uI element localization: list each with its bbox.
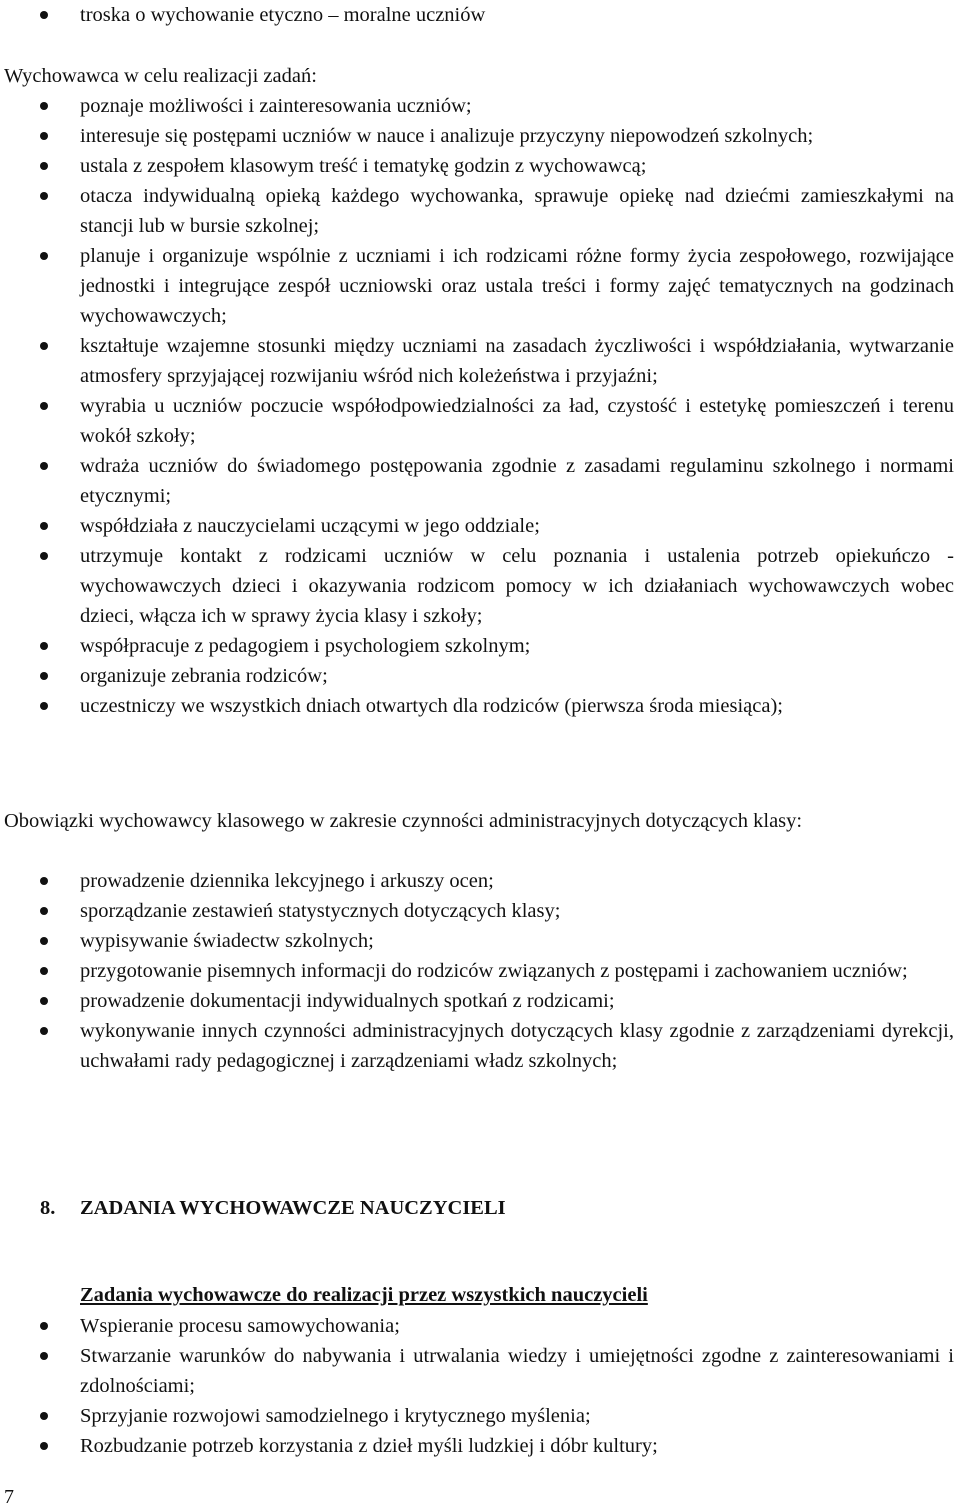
list-item bbox=[0, 121, 960, 151]
list-item bbox=[0, 0, 960, 30]
list-item bbox=[0, 181, 960, 241]
section-title: ZADANIA WYCHOWAWCZE NAUCZYCIELI bbox=[80, 1197, 506, 1219]
list-item-text: wypisywanie świadectw szkolnych; bbox=[80, 930, 374, 952]
list-item-text: planuje i organizuje wspólnie z uczniami i ich rodzicami różne formy życia zespołowego, rozwijające jednostki i integrujące zespół uczniowski oraz ustala treści i formy zajęć tematycznych na godzinach wychowawczych; bbox=[80, 245, 954, 327]
list-item bbox=[0, 511, 960, 541]
list-item-text: utrzymuje kontakt z rodzicami uczniów w celu poznania i ustalenia potrzeb opiekuńczo - wychowawczych dzieci i okazywania rodzicom pomocy w ich działaniach wychowawczych wobec dzieci, włącza ich w sprawy życia klasy i szkoły; bbox=[80, 545, 954, 627]
bullet-icon bbox=[40, 522, 48, 530]
list-item bbox=[0, 956, 960, 986]
list-item bbox=[0, 541, 960, 631]
list-item-text: wdraża uczniów do świadomego postępowania zgodnie z zasadami regulaminu szkolnego i normami etycznymi; bbox=[80, 455, 954, 507]
bullet-icon bbox=[40, 132, 48, 140]
bullet-icon bbox=[40, 162, 48, 170]
list-item-text: organizuje zebrania rodziców; bbox=[80, 665, 328, 687]
list-item bbox=[0, 1311, 960, 1341]
list-item-text: współdziała z nauczycielami uczącymi w jego oddziale; bbox=[80, 515, 540, 537]
list-item bbox=[0, 866, 960, 896]
bullet-icon bbox=[40, 877, 48, 885]
list-item-text: interesuje się postępami uczniów w nauce i analizuje przyczyny niepowodzeń szkolnych; bbox=[80, 125, 814, 147]
list-item bbox=[0, 391, 960, 451]
list-item bbox=[0, 91, 960, 121]
list-item bbox=[0, 241, 960, 331]
bullet-icon bbox=[40, 552, 48, 560]
list-item bbox=[0, 1341, 960, 1401]
list-item-text: prowadzenie dokumentacji indywidualnych spotkań z rodzicami; bbox=[80, 990, 615, 1012]
list-item-text: otacza indywidualną opieką każdego wychowanka, sprawuje opiekę nad dziećmi zamieszkałymi na stancji lub w bursie szkolnej; bbox=[80, 185, 954, 237]
list-item bbox=[0, 691, 960, 721]
list-item-text: wyrabia u uczniów poczucie współodpowiedzialności za ład, czystość i estetykę pomieszczeń i terenu wokół szkoły; bbox=[80, 395, 954, 447]
tasks-bullet-list bbox=[0, 91, 960, 721]
list-item bbox=[0, 986, 960, 1016]
list-item-text: ustala z zespołem klasowym treść i tematykę godzin z wychowawcą; bbox=[80, 155, 647, 177]
bullet-icon bbox=[40, 402, 48, 410]
list-item-text: Wspieranie procesu samowychowania; bbox=[80, 1315, 400, 1337]
bullet-icon bbox=[40, 907, 48, 915]
top-bullet-list bbox=[0, 0, 960, 30]
list-item-text: prowadzenie dziennika lekcyjnego i arkuszy ocen; bbox=[80, 870, 494, 892]
bullet-icon bbox=[40, 937, 48, 945]
list-item bbox=[0, 926, 960, 956]
list-item bbox=[0, 151, 960, 181]
page-number: 7 bbox=[4, 1486, 14, 1508]
list-item-text: wykonywanie innych czynności administracyjnych dotyczących klasy zgodnie z zarządzeniami dyrekcji, uchwałami rady pedagogicznej i zarządzeniami władz szkolnych; bbox=[80, 1020, 954, 1072]
list-item bbox=[0, 1016, 960, 1076]
bullet-icon bbox=[40, 102, 48, 110]
list-item-text: poznaje możliwości i zainteresowania uczniów; bbox=[80, 95, 472, 117]
list-item bbox=[0, 661, 960, 691]
bullet-icon bbox=[40, 462, 48, 470]
list-item-text: sporządzanie zestawień statystycznych dotyczących klasy; bbox=[80, 900, 561, 922]
list-item-text: Sprzyjanie rozwojowi samodzielnego i krytycznego myślenia; bbox=[80, 1405, 591, 1427]
bullet-icon bbox=[40, 252, 48, 260]
list-item bbox=[0, 1401, 960, 1431]
bullet-icon bbox=[40, 642, 48, 650]
list-item-text: uczestniczy we wszystkich dniach otwartych dla rodziców (pierwsza środa miesiąca); bbox=[80, 695, 783, 717]
intro-label: Wychowawca w celu realizacji zadań: bbox=[4, 65, 317, 87]
list-item-text: współpracuje z pedagogiem i psychologiem szkolnym; bbox=[80, 635, 531, 657]
list-item-text: Rozbudzanie potrzeb korzystania z dzieł myśli ludzkiej i dóbr kultury; bbox=[80, 1435, 658, 1457]
bullet-icon bbox=[40, 702, 48, 710]
section-heading bbox=[40, 1193, 506, 1223]
list-item-text: przygotowanie pisemnych informacji do rodziców związanych z postępami i zachowaniem uczniów; bbox=[80, 960, 908, 982]
teachers-bullet-list bbox=[0, 1311, 960, 1461]
bullet-icon bbox=[40, 1442, 48, 1450]
list-item-text: kształtuje wzajemne stosunki między uczniami na zasadach życzliwości i współdziałania, wytwarzanie atmosfery sprzyjającej rozwijaniu wśród nich koleżeństwa i przyjaźni; bbox=[80, 335, 954, 387]
list-item bbox=[0, 896, 960, 926]
bullet-icon bbox=[40, 1412, 48, 1420]
list-item bbox=[0, 331, 960, 391]
admin-bullet-list bbox=[0, 866, 960, 1076]
bullet-icon bbox=[40, 192, 48, 200]
subsection-title: Zadania wychowawcze do realizacji przez wszystkich nauczycieli bbox=[80, 1284, 648, 1306]
list-item-text: Stwarzanie warunków do nabywania i utrwalania wiedzy i umiejętności zgodne z zainteresowaniami i zdolnościami; bbox=[80, 1345, 954, 1397]
bullet-icon bbox=[40, 342, 48, 350]
bullet-icon bbox=[40, 967, 48, 975]
list-item bbox=[0, 451, 960, 511]
list-item-text: troska o wychowanie etyczno – moralne uczniów bbox=[80, 4, 486, 26]
bullet-icon bbox=[40, 672, 48, 680]
list-item bbox=[0, 1431, 960, 1461]
bullet-icon bbox=[40, 997, 48, 1005]
section-number: 8. bbox=[40, 1197, 56, 1219]
bullet-icon bbox=[40, 1322, 48, 1330]
admin-duties-label: Obowiązki wychowawcy klasowego w zakresie czynności administracyjnych dotyczących klasy: bbox=[4, 810, 803, 832]
list-item bbox=[0, 631, 960, 661]
bullet-icon bbox=[40, 11, 48, 19]
bullet-icon bbox=[40, 1352, 48, 1360]
bullet-icon bbox=[40, 1027, 48, 1035]
